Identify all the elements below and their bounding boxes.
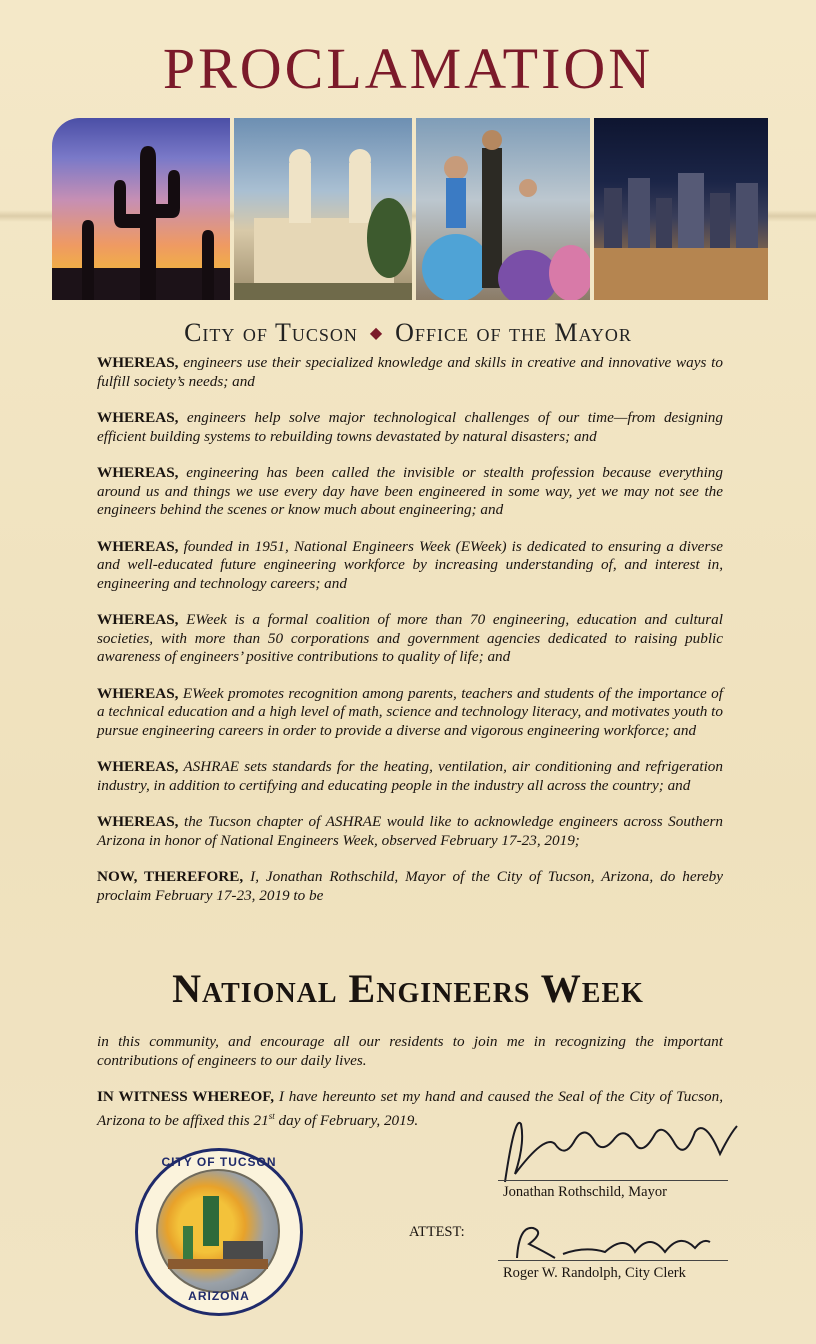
skyline-icon: [594, 118, 768, 300]
clerk-name: Roger W. Randolph, City Clerk: [503, 1265, 686, 1281]
seal-emblem-icon: [156, 1169, 280, 1293]
seal-top-text: CITY OF TUCSON: [161, 1155, 277, 1169]
clause-4: WHEREAS, founded in 1951, National Engineers Week (EWeek) is dedicated to ensuring a diverse and well-educated future engineering workforce by increasing understanding of, and interest in, engineering and technology careers; and: [97, 537, 723, 592]
city-seal: [135, 1148, 303, 1316]
witness-clause: IN WITNESS WHEREOF, I have hereunto set my hand and caused the Seal of the City of Tucson, Arizona to be affixed this 21st day of February, 2019.: [97, 1088, 723, 1129]
clerk-signature-line: [498, 1260, 728, 1261]
seal-bottom-text: ARIZONA: [188, 1289, 250, 1303]
clause-2: WHEREAS, engineers help solve major technological challenges of our time—from designing efficient building systems to rebuilding towns devastated by natural disasters; and: [97, 409, 723, 445]
clause-therefore: NOW, THEREFORE, I, Jonathan Rothschild, Mayor of the City of Tucson, Arizona, do hereby proclaim February 17-23, 2019 to be: [97, 868, 723, 904]
church-icon: [234, 118, 412, 300]
diamond-icon: ◆: [369, 325, 384, 342]
document-title: PROCLAMATION: [162, 36, 654, 101]
clause-1: WHEREAS, engineers use their specialized knowledge and skills in creative and innovative ways to fulfill society’s needs; and: [97, 354, 723, 390]
clause-7: WHEREAS, ASHRAE sets standards for the heating, ventilation, air conditioning and refrigeration industry, in addition to certifying and educating people in the industry all across the country; and: [97, 758, 723, 794]
clause-8: WHEREAS, the Tucson chapter of ASHRAE would like to acknowledge engineers across Southern Arizona in honor of National Engineers Week, observed February 17-23, 2019;: [97, 813, 723, 849]
whereas-clauses: [97, 354, 723, 923]
mayor-signature-line: [498, 1180, 728, 1181]
clause-5: WHEREAS, EWeek is a formal coalition of more than 70 engineering, education and cultural societies, with more than 50 corporations and government agencies dedicated to raising public awareness of engineers’ positive contributions to quality of life; and: [97, 611, 723, 665]
office-subheading: [0, 318, 816, 348]
attest-label: ATTEST:: [409, 1224, 465, 1240]
mayor-name: Jonathan Rothschild, Mayor: [503, 1184, 667, 1200]
photo-city-night: [594, 118, 768, 300]
community-clause: in this community, and encourage all our residents to join me in recognizing the important contributions of engineers to our daily lives.: [97, 1033, 723, 1069]
saguaro-silhouette-icon: [52, 118, 230, 300]
proclamation-headline: National Engineers Week: [172, 966, 644, 1011]
photo-saguaro-sunset: [52, 118, 230, 300]
photo-folklorico-dancers: [416, 118, 590, 300]
photo-mission-church: [234, 118, 412, 300]
dancers-icon: [416, 118, 590, 300]
city-name: City of Tucson: [184, 318, 358, 347]
photo-banner: [52, 118, 770, 300]
clause-3: WHEREAS, engineering has been called the invisible or stealth profession because everything around us and things we use every day have been engineered in some way, yet we may not see the engineers behind the scenes or know much about engineering; and: [97, 464, 723, 518]
clause-6: WHEREAS, EWeek promotes recognition among parents, teachers and students of the importance of a technical education and a high level of math, science and technology literacy, and motivates youth to pursue engineering careers in order to provide a diverse and vigorous engineering workforce; and: [97, 684, 723, 739]
office-name: Office of the Mayor: [395, 318, 632, 347]
